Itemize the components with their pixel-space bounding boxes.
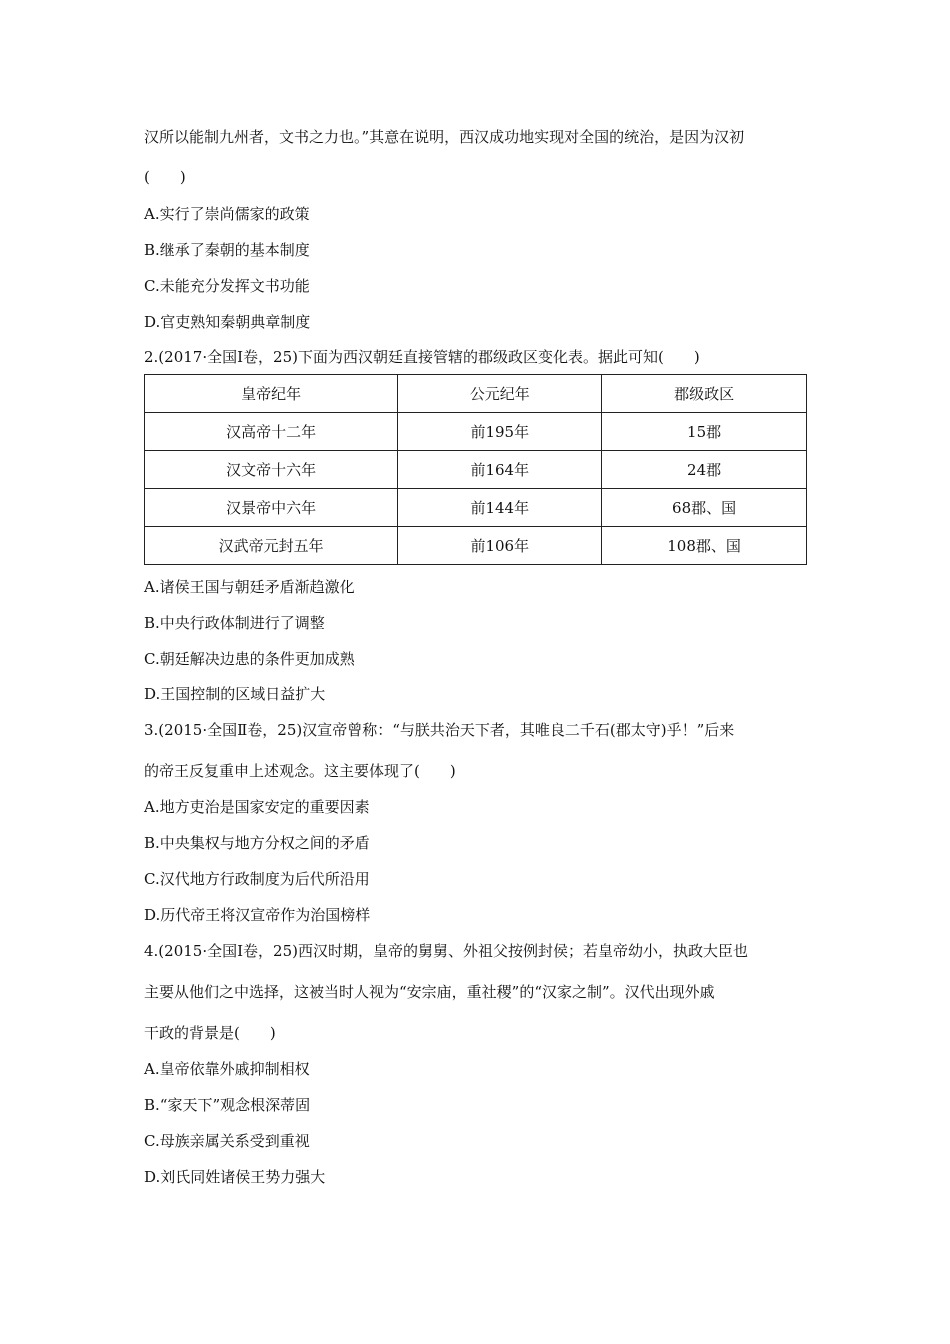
q4-option-d: D.刘氏同姓诸侯王势力强大 [144, 1168, 326, 1186]
table-cell: 汉高帝十二年 [145, 413, 398, 451]
q3-option-a: A.地方吏治是国家安定的重要因素 [144, 798, 370, 816]
table-row [145, 527, 807, 565]
table-cell: 汉文帝十六年 [145, 451, 398, 489]
q4-stem-line-3: 干政的背景是( ) [144, 1024, 276, 1042]
table-cell: 前195年 [398, 413, 602, 451]
q4-stem-line-2: 主要从他们之中选择，这被当时人视为“安宗庙，重社稷”的“汉家之制”。汉代出现外戚 [144, 983, 715, 1001]
q3-stem-line-2: 的帝王反复重申上述观念。这主要体现了( ) [144, 762, 456, 780]
q2-table [144, 374, 807, 565]
q1-answer-blank: ( ) [144, 168, 186, 186]
table-cell: 汉武帝元封五年 [145, 527, 398, 565]
q1-stem-line: 汉所以能制九州者，文书之力也。”其意在说明，西汉成功地实现对全国的统治，是因为汉初 [144, 128, 745, 146]
q3-stem-line-1: 3.(2015·全国Ⅱ卷，25)汉宣帝曾称：“与朕共治天下者，其唯良二千石(郡太守)乎！”后来 [144, 721, 735, 739]
table-cell: 前106年 [398, 527, 602, 565]
q2-option-a: A.诸侯王国与朝廷矛盾渐趋激化 [144, 578, 355, 596]
table-row [145, 413, 807, 451]
table-cell: 前164年 [398, 451, 602, 489]
q1-option-c: C.未能充分发挥文书功能 [144, 277, 310, 295]
q4-option-a: A.皇帝依靠外戚抑制相权 [144, 1060, 310, 1078]
q3-option-c: C.汉代地方行政制度为后代所沿用 [144, 870, 370, 888]
q3-option-b: B.中央集权与地方分权之间的矛盾 [144, 834, 370, 852]
table-cell: 汉景帝中六年 [145, 489, 398, 527]
table-row [145, 489, 807, 527]
table-header-commanderies: 郡级政区 [602, 375, 807, 413]
table-cell: 68郡、国 [602, 489, 807, 527]
q4-option-c: C.母族亲属关系受到重视 [144, 1132, 310, 1150]
q2-option-b: B.中央行政体制进行了调整 [144, 614, 325, 632]
table-cell: 前144年 [398, 489, 602, 527]
table-cell: 108郡、国 [602, 527, 807, 565]
table-header-ad-year: 公元纪年 [398, 375, 602, 413]
q4-option-b: B.“家天下”观念根深蒂固 [144, 1096, 311, 1114]
table-cell: 15郡 [602, 413, 807, 451]
table-row [145, 451, 807, 489]
table-cell: 24郡 [602, 451, 807, 489]
q1-option-b: B.继承了秦朝的基本制度 [144, 241, 310, 259]
q1-option-d: D.官吏熟知秦朝典章制度 [144, 313, 311, 331]
q2-option-c: C.朝廷解决边患的条件更加成熟 [144, 650, 355, 668]
q2-stem: 2.(2017·全国Ⅰ卷，25)下面为西汉朝廷直接管辖的郡级政区变化表。据此可知( ) [144, 348, 700, 366]
table-header-row [145, 375, 807, 413]
table-header-emperor-year: 皇帝纪年 [145, 375, 398, 413]
q2-option-d: D.王国控制的区域日益扩大 [144, 685, 326, 703]
q1-option-a: A.实行了崇尚儒家的政策 [144, 205, 310, 223]
q3-option-d: D.历代帝王将汉宣帝作为治国榜样 [144, 906, 371, 924]
q4-stem-line-1: 4.(2015·全国Ⅰ卷，25)西汉时期，皇帝的舅舅、外祖父按例封侯；若皇帝幼小，执政大臣也 [144, 942, 748, 960]
